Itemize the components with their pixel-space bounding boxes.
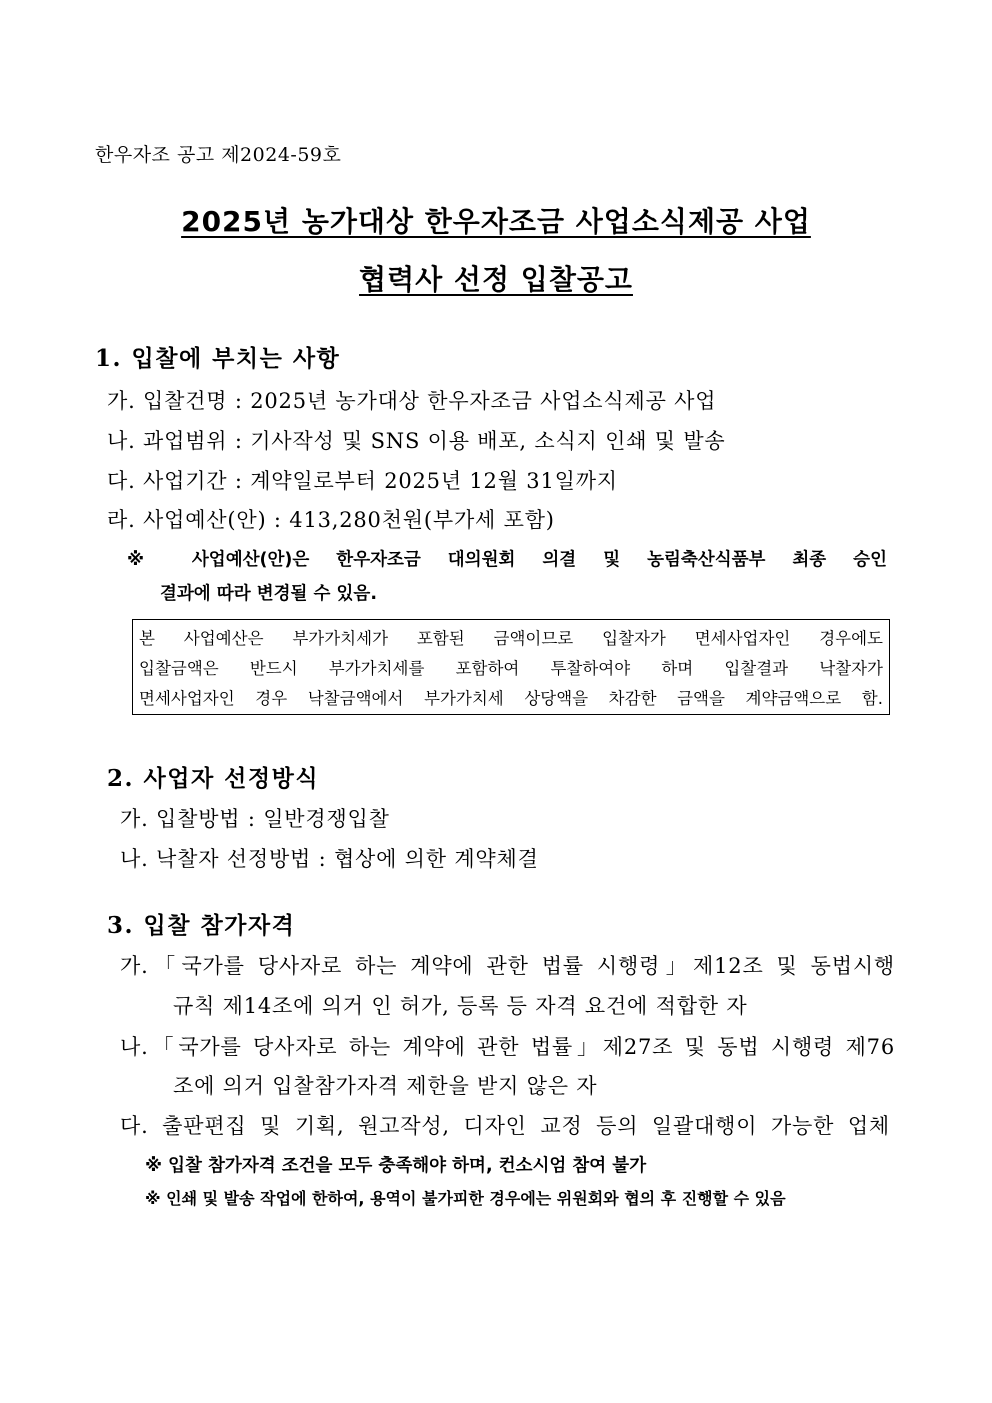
notice-number: 한우자조 공고 제2024-59호 (95, 144, 342, 166)
section1-item-ga: 가. 입찰건명 : 2025년 농가대상 한우자조금 사업소식제공 사업 (107, 389, 717, 413)
vat-notice-line2: 입찰금액은 반드시 부가가치세를 포함하여 투찰하여야 하며 입찰결과 낙찰자가 (139, 659, 883, 678)
section1-item-da: 다. 사업기간 : 계약일로부터 2025년 12월 31일까지 (107, 469, 618, 493)
section3-note2: ※ 인쇄 및 발송 작업에 한하여, 용역이 불가피한 경우에는 위원회와 협의 후 진행할 수 있음 (145, 1189, 786, 1208)
section3-item-na-line1: 나.「국가를 당사자로 하는 계약에 관한 법률」제27조 및 동법 시행령 제76 (120, 1035, 895, 1059)
section3-item-ga-line1: 가.「국가를 당사자로 하는 계약에 관한 법률 시행령」제12조 및 동법시행 (120, 954, 895, 978)
section1-item-ra: 라. 사업예산(안) : 413,280천원(부가세 포함) (107, 508, 555, 532)
section3-item-da: 다. 출판편집 및 기획, 원고작성, 디자인 교정 등의 일괄대행이 가능한 업체 (120, 1114, 890, 1138)
vat-notice-box (132, 619, 890, 715)
section1-note-line2: 결과에 따라 변경될 수 있음. (160, 584, 377, 604)
section1-heading: 1. 입찰에 부치는 사항 (95, 345, 341, 372)
section3-heading: 3. 입찰 참가자격 (107, 912, 296, 939)
section3-item-ga-line2: 규칙 제14조에 의거 인 허가, 등록 등 자격 요건에 적합한 자 (173, 994, 748, 1018)
section1-item-na: 나. 과업범위 : 기사작성 및 SNS 이용 배포, 소식지 인쇄 및 발송 (107, 429, 726, 453)
section2-heading: 2. 사업자 선정방식 (107, 765, 320, 792)
section1-note-line1: ※ 사업예산(안)은 한우자조금 대의원회 의결 및 농림축산식품부 최종 승인 (127, 550, 887, 570)
section3-item-na-line2: 조에 의거 입찰참가자격 제한을 받지 않은 자 (173, 1074, 598, 1098)
vat-notice-line1: 본 사업예산은 부가가치세가 포함된 금액이므로 입찰자가 면세사업자인 경우에도 (139, 629, 883, 648)
section2-item-na: 나. 낙찰자 선정방법 : 협상에 의한 계약체결 (120, 847, 539, 871)
document-title-line2: 협력사 선정 입찰공고 (359, 263, 633, 296)
document-title-line1: 2025년 농가대상 한우자조금 사업소식제공 사업 (181, 205, 811, 238)
vat-notice-line3: 면세사업자인 경우 낙찰금액에서 부가가치세 상당액을 차감한 금액을 계약금액으로 함. (139, 689, 883, 708)
section2-item-ga: 가. 입찰방법 : 일반경쟁입찰 (120, 807, 390, 831)
section3-note1: ※ 입찰 참가자격 조건을 모두 충족해야 하며, 컨소시엄 참여 불가 (145, 1156, 647, 1176)
